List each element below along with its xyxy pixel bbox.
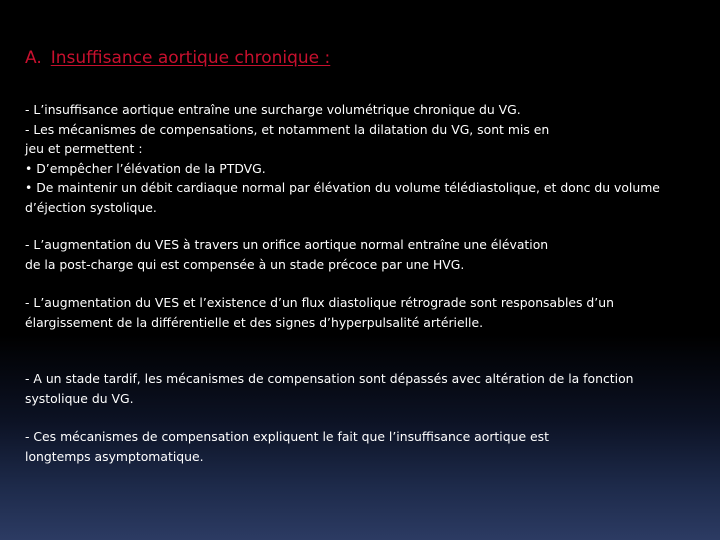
bullet-line: • D’empêcher l’élévation de la PTDVG. — [25, 160, 266, 176]
paragraph-overload — [25, 100, 660, 218]
paragraph-regurgitant-flow — [25, 293, 614, 332]
text-line: de la post-charge qui est compensée à un stade précoce par une HVG. — [25, 256, 465, 272]
text-line: - Les mécanismes de compensations, et notamment la dilatation du VG, sont mis en — [25, 121, 550, 137]
slide-title — [25, 47, 330, 69]
text-line: - Ces mécanismes de compensation expliquent le fait que l’insuffisance aortique est — [25, 429, 549, 444]
text-line: - L’augmentation du VES et l’existence d’un flux diastolique rétrograde sont responsables d’un — [25, 295, 614, 310]
paragraph-afterload — [25, 235, 548, 274]
text-line: - L’augmentation du VES à travers un orifice aortique normal entraîne une élévation — [25, 237, 549, 252]
text-line: systolique du VG. — [25, 390, 134, 406]
bullet-line: • De maintenir un débit cardiaque normal par élévation du volume télédiastolique, et donc du volume — [25, 180, 660, 196]
text-line: - L’insuffisance aortique entraîne une surcharge volumétrique chronique du VG. — [25, 102, 521, 117]
text-line: longtemps asymptomatique. — [25, 448, 204, 464]
text-line: élargissement de la différentielle et des signes d’hyperpulsalité artérielle. — [25, 314, 484, 330]
title-text: Insuffisance aortique chronique : — [50, 48, 331, 68]
paragraph-late-stage — [25, 369, 634, 408]
text-line: - A un stade tardif, les mécanismes de compensation sont dépassés avec altération de la fonction — [25, 371, 634, 386]
title-section-letter: A. — [25, 48, 42, 68]
text-line: d’éjection systolique. — [25, 199, 157, 215]
paragraph-asymptomatic — [25, 427, 549, 466]
text-line: jeu et permettent : — [25, 141, 143, 157]
